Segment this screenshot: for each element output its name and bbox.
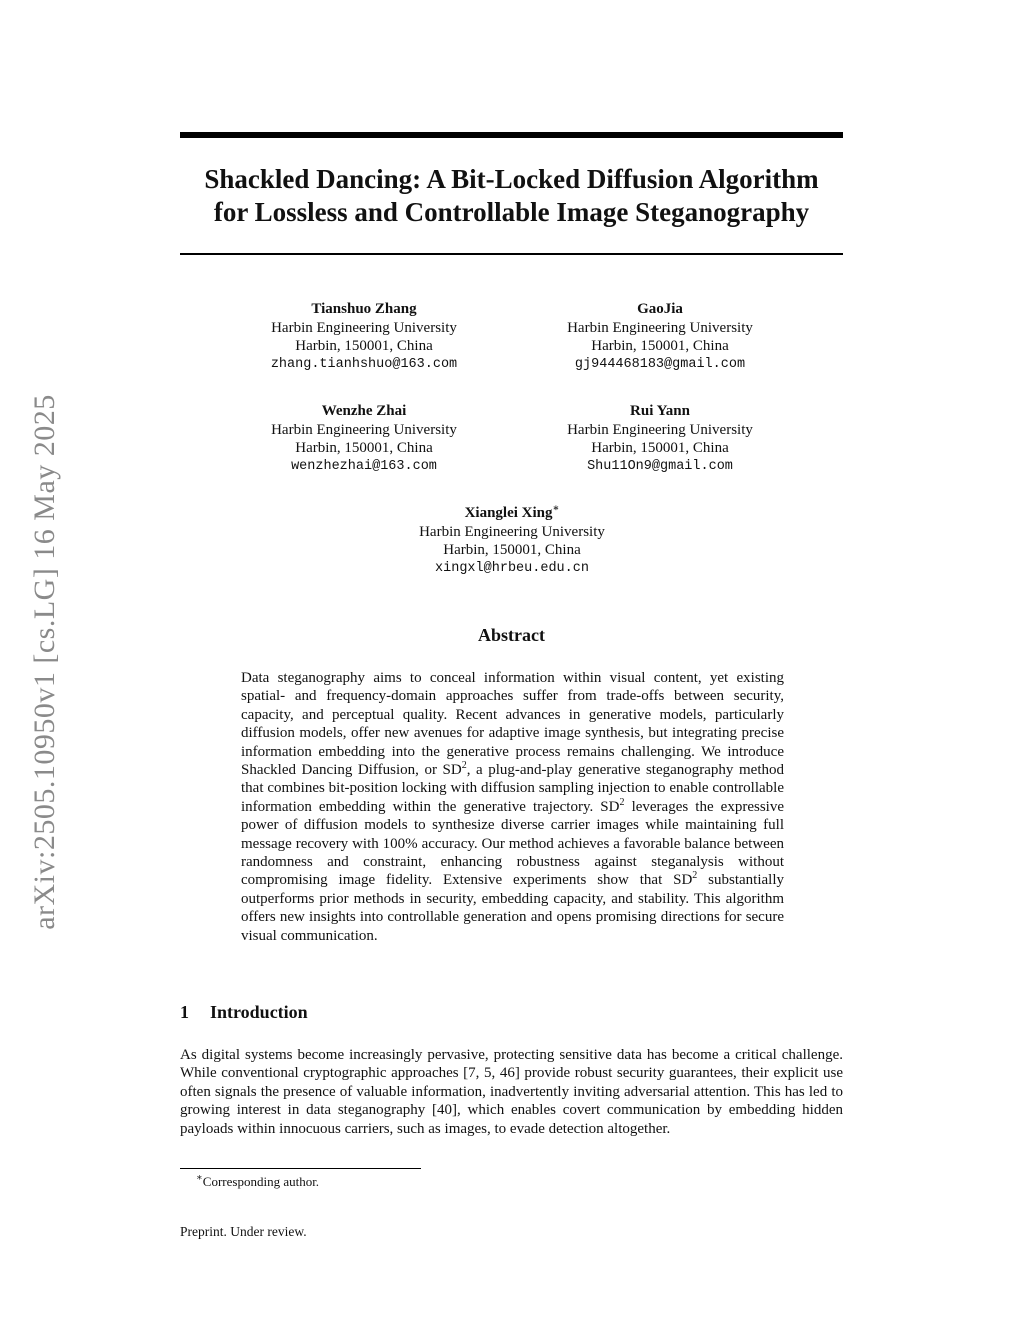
author-name: GaoJia — [637, 301, 683, 317]
abstract-part-2: , a plug-and-play generative steganography method that combines bit-position locking with diffusion sampling injection to enable controllable information embedding within the generative trajectory. SD — [241, 762, 784, 815]
author-city: Harbin, 150001, China — [295, 440, 433, 456]
section-title: Introduction — [210, 1002, 308, 1022]
author-name: Rui Yann — [630, 403, 690, 419]
abstract-text — [241, 669, 784, 945]
arxiv-stamp: arXiv:2505.10950v1 [cs.LG] 16 May 2025 — [28, 394, 61, 930]
footnote-rule — [180, 1168, 421, 1169]
paper-title — [150, 163, 873, 229]
section-number: 1 — [180, 1002, 189, 1022]
author-affiliation: Harbin Engineering University — [567, 421, 753, 438]
abstract-sup-2: 2 — [619, 796, 625, 808]
author-affiliation: Harbin Engineering University — [271, 421, 457, 438]
author-email: gj944468183@gmail.com — [574, 356, 746, 372]
author-city: Harbin, 150001, China — [591, 440, 729, 456]
title-top-rule — [180, 132, 843, 138]
author-name — [362, 504, 662, 523]
title-bottom-rule — [180, 253, 843, 255]
author-block-5 — [362, 504, 662, 578]
author-name: Wenzhe Zhai — [321, 403, 407, 419]
author-name-text: Xianglei Xing — [464, 505, 553, 521]
introduction-paragraph: As digital systems become increasingly pervasive, protecting sensitive data has become a critical challenge. While conventional cryptographic approaches [7, 5, 46] provide robust security guarantees, their explicit use often signals the presence of valuable information, inadvertently inviting adversarial attention. This has led to growing interest in data steganography [40], which enables covert communication by embedding hidden payloads within innocuous carriers, such as images, to evade detection altogether. — [180, 1047, 843, 1137]
author-email: zhang.tianhshuo@163.com — [270, 356, 458, 372]
author-city: Harbin, 150001, China — [295, 338, 433, 354]
author-affiliation: Harbin Engineering University — [271, 319, 457, 336]
title-line-1: Shackled Dancing: A Bit-Locked Diffusion Algorithm — [204, 164, 819, 194]
author-city: Harbin, 150001, China — [591, 338, 729, 354]
author-block-3 — [214, 402, 514, 476]
footnote-text: Corresponding author. — [202, 1174, 320, 1189]
abstract-heading: Abstract — [478, 625, 545, 645]
footnote-mark: ∗ — [196, 1172, 203, 1184]
abstract-sup-3: 2 — [692, 870, 698, 882]
abstract-part-1: Data steganography aims to conceal information within visual content, yet existing spatial- and frequency-domain approaches suffer from trade-offs between security, capacity, and perceptual quality. Recent advances in generative models, particularly diffusion models, offer new avenues for adaptive image synthesis, but integrating precise information embedding into the generative process remains challenging. We introduce Shackled Dancing Diffusion, or SD — [241, 670, 784, 779]
author-email: wenzhezhai@163.com — [291, 458, 437, 474]
abstract-part-3: leverages the expressive power of diffusion models to synthesize diverse carrier images while maintaining full message recovery with 100% accuracy. Our method achieves a favorable balance between randomness and constraint, enhancing robustness against steganalysis without compromising image fidelity. Extensive experiments show that SD — [241, 798, 784, 889]
author-email: xingxl@hrbeu.edu.cn — [435, 560, 589, 576]
author-email: Shu11On9@gmail.com — [587, 458, 733, 474]
author-block-2 — [510, 300, 810, 374]
abstract-part-4: substantially outperforms prior methods in security, embedding capacity, and stability. This algorithm offers new insights into controllable generation and opens promising directions for secure visual communication. — [241, 872, 784, 944]
abstract-sup-1: 2 — [461, 760, 467, 772]
author-block-4 — [510, 402, 810, 476]
author-affiliation: Harbin Engineering University — [419, 523, 605, 540]
section-heading-introduction — [180, 1002, 308, 1023]
preprint-note: Preprint. Under review. — [180, 1224, 307, 1239]
author-name: Tianshuo Zhang — [311, 301, 417, 317]
author-block-1 — [214, 300, 514, 374]
author-affiliation: Harbin Engineering University — [567, 319, 753, 336]
footnote — [196, 1174, 319, 1190]
title-line-2: for Lossless and Controllable Image Steganography — [213, 197, 810, 227]
author-city: Harbin, 150001, China — [443, 542, 581, 558]
corresponding-mark: ∗ — [552, 503, 560, 514]
